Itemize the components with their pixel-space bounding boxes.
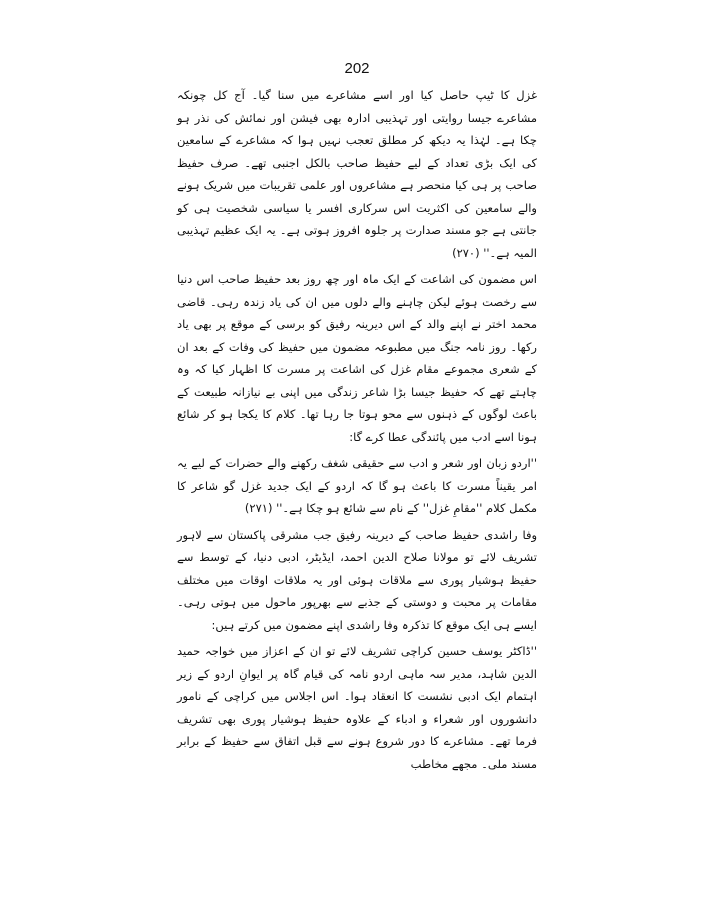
block-quote: ''ڈاکٹر یوسف حسین کراچی تشریف لائے تو ان کے اعزاز میں خواجہ حمید الدین شاہد، مدیر سہ ماہی اردو نامہ کی قیام گاہ پر ایوانِ اردو کے زیر اہتمام ایک ادبی نشست کا انعقاد ہوا۔ اس اجلاس میں کراچی کے نامور دانشوروں اور شعراء و ادباء کے علاوہ حفیظ ہوشیار پوری بھی تشریف فرما تھے۔ مشاعرے کا دور شروع ہونے سے قبل اتفاق سے حفیظ کے برابر مسند ملی۔ مجھے مخاطب bbox=[177, 644, 537, 771]
paragraph-continuation: غزل کا ٹیپ حاصل کیا اور اسے مشاعرے میں سنا گیا۔ آج کل چونکہ مشاعرے جیسا روایتی اور تہذیبی ادارہ بھی فیشن اور نمائش کی نذر ہو چکا ہے۔ لہٰذا یہ دیکھ کر مطلق تعجب نہیں ہوا کہ مشاعرے کے سامعین کی ایک بڑی تعداد کے لیے حفیظ صاحب بالکل اجنبی تھے۔ صرف حفیظ صاحب پر ہی کیا منحصر ہے مشاعروں اور علمی تقریبات میں شریک ہونے والے سامعین کی اکثریت اس سرکاری افسر یا سیاسی شخصیت ہی کو جانتی ہے جو مسند صدارت پر جلوہ افروز ہوتی ہے۔ یہ ایک عظیم تہذیبی المیہ ہے۔'' (۲۷۰) bbox=[177, 88, 537, 260]
text-column bbox=[177, 84, 537, 775]
paragraph-body: وفا راشدی حفیظ صاحب کے دیرینہ رفیق جب مشرقی پاکستان سے لاہور تشریف لائے تو مولانا صلاح الدین احمد، ایڈیٹر، ادبی دنیا، کے توسط سے حفیظ ہوشیار پوری سے ملاقات ہوئی اور یہ ملاقات اوقات میں مختلف مقامات پر محبت و دوستی کے جذبے سے بھرپور ماحول میں ہوتی رہی۔ ایسے ہی ایک موقع کا تذکرہ وفا راشدی اپنے مضمون میں کرتے ہیں: bbox=[177, 527, 537, 632]
page-number: 202 bbox=[344, 60, 370, 77]
paragraph-body: اس مضمون کی اشاعت کے ایک ماہ اور چھ روز بعد حفیظ صاحب اس دنیا سے رخصت ہوئے لیکن چاہنے والے دلوں میں ان کی یاد زندہ رہی۔ قاضی محمد اختر نے اپنے والد کے اس دیرینہ رفیق کو برسی کے موقع پر بھی یاد رکھا۔ روز نامہ جنگ میں مطبوعہ مضمون میں حفیظ کی وفات کے بعد ان کے شعری مجموعے مقام غزل کی اشاعت پر مسرت کا اظہار کیا کہ وہ چاہتے تھے کہ حفیظ جیسا بڑا شاعر زندگی میں اپنی بے نیازانہ طبیعت کے باعث لوگوں کے ذہنوں سے محو ہوتا جا رہا تھا۔ کلام کا یکجا ہو کر شائع ہونا اسے ادب میں پائندگی عطا کرے گا: bbox=[177, 272, 537, 444]
block-quote: ''اردو زبان اور شعر و ادب سے حقیقی شغف رکھنے والے حضرات کے لیے یہ امر یقیناً مسرت کا باعث ہو گا کہ اردو کے ایک جدید غزل گو شاعر کا مکمل کلام ''مقامِ غزل'' کے نام سے شائع ہو چکا ہے۔'' (۲۷۱) bbox=[177, 456, 537, 515]
